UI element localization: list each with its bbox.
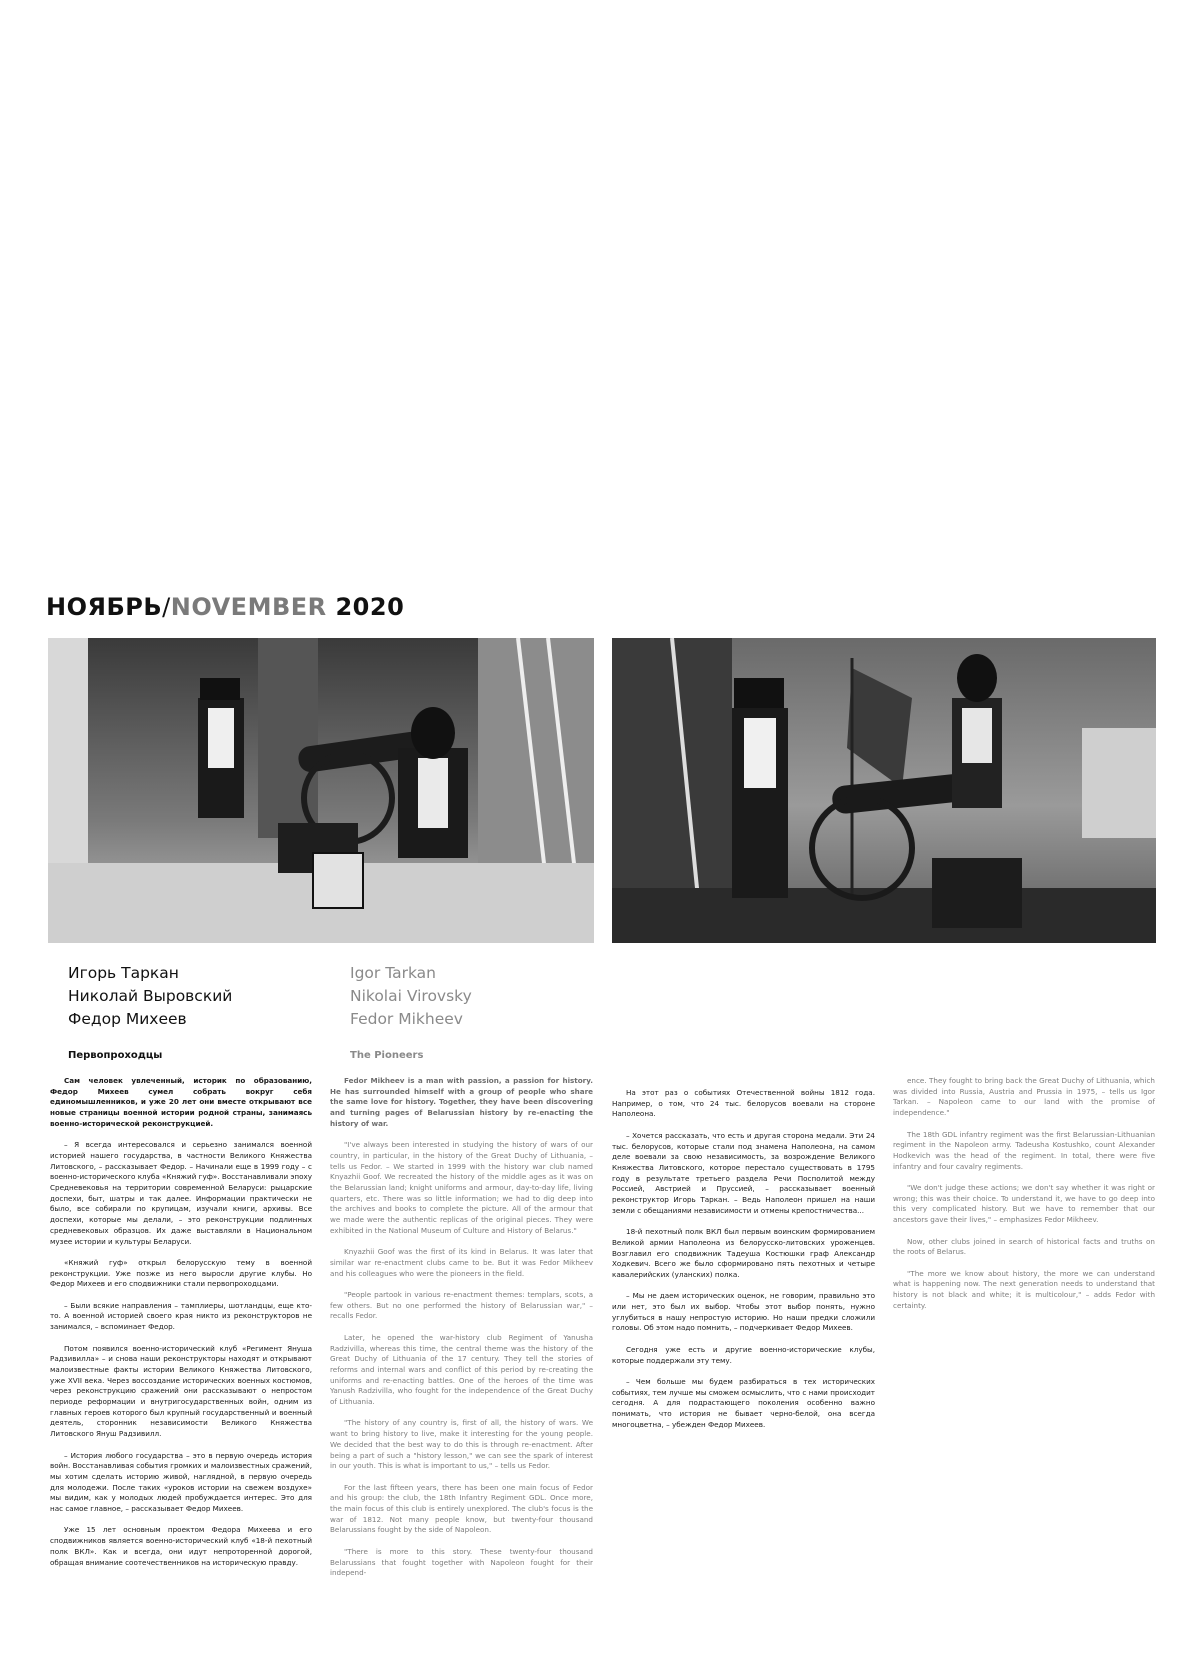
paragraph: "The history of any country is, first of all, the history of wars. We want to bring history to live, make it interesting for the young people. We decided that the best way to do this is through re-enactment. After being a part of such a "history lesson," we can see the spark of interest in our youth. This is what is important to us," – tells us Fedor.	[330, 1418, 593, 1471]
paragraph: ence. They fought to bring back the Great Duchy of Lithuania, which was divided into Russia, Austria and Prussia in 1975, – tells us Igor Tarkan. – Napoleon came to our land with the promise of independence."	[893, 1076, 1155, 1118]
paragraph: На этот раз о событиях Отечественной войны 1812 года. Например, о том, что 24 тыс. белорусов воевали на стороне Наполеона.	[612, 1088, 875, 1119]
author-name-en: Nikolai Virovsky	[350, 987, 472, 1005]
paragraph: – Были всякие направления – тамплиеры, шотландцы, еще кто-то. А военной историей своего края никто из реконструкторов не занимался, – вспоминает Федор.	[50, 1300, 312, 1332]
photo-right	[612, 638, 1156, 943]
article-column-ru-1	[50, 1076, 312, 1579]
paragraph: – Хочется рассказать, что есть и другая сторона медали. Эти 24 тыс. белорусов, которые стали под знамена Наполеона, на самом деле воевали за свою независимость, за возрождение Великого Княжества Литовского, которое перестало существовать в 1795 году в результате третьего раздела Речи Посполитой между Россией, Австрией и Пруссией, – рассказывает военный реконструктор Игорь Таркан. – Ведь Наполеон пришел на наши земли с обещаниями независимости и отмены крепостничества...	[612, 1130, 875, 1215]
paragraph: Later, he opened the war-history club Regiment of Yanusha Radzivilla, whereas this time, the central theme was the history of the Great Duchy of Lithuania of the 17 century. They tell the stories of reforms and internal wars and conflict of this period by re-creating the uniforms and re-enacting battles. One of the heroes of the time was Yanush Radzivilla, who fought for the independence of the Great Duchy of Lithuania.	[330, 1332, 593, 1407]
paragraph: Сегодня уже есть и другие военно-исторические клубы, которые поддержали эту тему.	[612, 1344, 875, 1365]
paragraph: – Я всегда интересовался и серьезно занимался военной историей нашего государства, в частности Великого Княжества Литовского, – рассказывает Федор. – Начинали еще в 1999 году – с военно-исторического клуба «Княжий гуф». Восстанавливали эпоху Средневековья на территории современной Беларуси: рыцарские доспехи, быт, шатры и так далее. Информации практически не было, все собирали по крупицам, изучали книги, архивы. Все доспехи, которые мы делали, – это реконструкции подлинных средневековых образцов. Их даже выставляли в Национальном музее истории и культуры Беларуси.	[50, 1140, 312, 1246]
photo-left-image	[48, 638, 594, 943]
article-column-en-2	[893, 1076, 1155, 1322]
author-name-ru: Игорь Таркан	[68, 964, 179, 982]
paragraph: "There is more to this story. These twenty-four thousand Belarussians that fought together with Napoleon fought for their independ-	[330, 1546, 593, 1578]
author-name-ru: Николай Выровский	[68, 987, 233, 1005]
masthead-year: 2020	[335, 593, 405, 621]
paragraph: "I've always been interested in studying the history of wars of our country, in particular, in the history of the Great Duchy of Lithuania, – tells us Fedor. – We started in 1999 with the history war club named Knyazhii Goof. We recreated the history of the middle ages as it was on the Belarussian land; knight uniforms and armour, day-to-day life, living quarters, etc. There was so little information; we had to dig deep into the archives and books to complete the picture. All of the armour that we made were the authentic replicas of the original pieces. They were exhibited in the National Museum of Culture and History of Belarus."	[330, 1140, 593, 1235]
photo-left	[48, 638, 594, 943]
masthead	[46, 590, 404, 624]
author-name-en: Igor Tarkan	[350, 964, 436, 982]
paragraph: – История любого государства – это в первую очередь история войн. Восстанавливая события громких и малоизвестных сражений, мы хотим сделать историю живой, наглядной, в первую очередь для молодежи. После таких «уроков истории на свежем воздухе» мы видим, как у молодых людей пробуждается интерес. Это для нас самое главное, – рассказывает Федор Михеев.	[50, 1450, 312, 1514]
lead-paragraph: Сам человек увлеченный, историк по образованию, Федор Михеев сумел собрать вокруг себя единомышленников, и уже 20 лет они вместе открывают все новые страницы военной истории родной страны, занимаясь военно-исторической реконструкцией.	[50, 1076, 312, 1128]
paragraph: – Чем больше мы будем разбираться в тех исторических событиях, тем лучше мы сможем осмыслить, что с нами происходит сегодня. А для подрастающего поколения особенно важно понимать, что история не бывает черно-белой, она всегда многоцветна, – убежден Федор Михеев.	[612, 1376, 875, 1429]
paragraph: "The more we know about history, the more we can understand what is happening now. The next generation needs to understand that history is not black and white; it is multicolour," – adds Fedor with certainty.	[893, 1268, 1155, 1310]
paragraph: For the last fifteen years, there has been one main focus of Fedor and his group: the club, the 18th Infantry Regiment GDL. Once more, the main focus of this club is entirely unexplored. The club's focus is the war of 1812. Not many people know, but twenty-four thousand Belarussians fought by the side of Napoleon.	[330, 1482, 593, 1535]
author-name-ru: Федор Михеев	[68, 1010, 187, 1028]
masthead-separator: /	[162, 593, 171, 621]
section-heading-ru: Первопроходцы	[68, 1050, 163, 1061]
paragraph: Now, other clubs joined in search of historical facts and truths on the roots of Belarus.	[893, 1236, 1155, 1257]
paragraph: Knyazhii Goof was the first of its kind in Belarus. It was later that similar war re-enactment clubs came to be. But it was Fedor Mikheev and his colleagues who were the pioneers in the field.	[330, 1247, 593, 1278]
paragraph: "People partook in various re-enactment themes: templars, scots, a few others. But no one performed the history of Belarussian war," – recalls Fedor.	[330, 1290, 593, 1321]
section-heading-en: The Pioneers	[350, 1050, 424, 1061]
paragraph: "We don't judge these actions; we don't say whether it was right or wrong; this was their choice. To understand it, we have to go deep into this very complicated history. But we have to remember that our ancestors gave their lives," – emphasizes Fedor Mikheev.	[893, 1183, 1155, 1225]
masthead-month-ru: НОЯБРЬ	[46, 593, 163, 621]
photo-right-image	[612, 638, 1156, 943]
author-names-en	[350, 962, 472, 1031]
article-column-ru-2	[612, 1088, 875, 1441]
masthead-month-en: NOVEMBER	[170, 593, 327, 621]
paragraph: «Княжий гуф» открыл белорусскую тему в военной реконструкции. Уже позже из него выросли другие клубы. Но Федор Михеев и его сподвижники стали первопроходцами.	[50, 1257, 312, 1289]
paragraph: Потом появился военно-исторический клуб «Регимент Януша Радзивилла» – и снова наши реконструкторы находят и открывают малоизвестные факты истории Великого Княжества Литовского, уже XVII века. Через воссоздание исторических военных костюмов, через реконструкцию сражений они рассказывают о непростом периоде реформации и внутригосударственных войн, одним из главных героев которого был крупный государственный и военный деятель, сторонник независимости Великого Княжества Литовского Януш Радзивилл.	[50, 1343, 312, 1439]
paragraph: – Мы не даем исторических оценок, не говорим, правильно это или нет, это был их выбор. Чтобы этот выбор понять, нужно углубиться в нашу непростую историю. Но наши предки сложили головы. Об этом надо помнить, – подчеркивает Федор Михеев.	[612, 1291, 875, 1333]
author-names-ru	[68, 962, 232, 1031]
paragraph: The 18th GDL infantry regiment was the first Belarussian-Lithuanian regiment in the Napoleon army. Tadeusha Kostushko, count Alexander Hodkevich was the head of the regiment. In total, there were five infantry and four cavalry regiments.	[893, 1129, 1155, 1171]
lead-paragraph: Fedor Mikheev is a man with passion, a passion for history. He has surrounded himself with a group of people who share the same love for history. Together, they have been discovering and turning pages of Belarussian history by re-enacting the history of war.	[330, 1076, 593, 1128]
author-name-en: Fedor Mikheev	[350, 1010, 463, 1028]
paragraph: 18-й пехотный полк ВКЛ был первым воинским формированием Великой армии Наполеона из белорусско-литовских уроженцев. Возглавил его сподвижник Тадеуша Костюшки граф Александр Ходкевич. Всего же было сформировано пять пехотных и четыре кавалерийских (уланских) полка.	[612, 1227, 875, 1279]
article-column-en-1	[330, 1076, 593, 1590]
paragraph: Уже 15 лет основным проектом Федора Михеева и его сподвижников является военно-исторический клуб «18-й пехотный полк ВКЛ». Как и всегда, они идут непроторенной дорогой, обращая внимание соотечественников на историческую правду.	[50, 1525, 312, 1567]
